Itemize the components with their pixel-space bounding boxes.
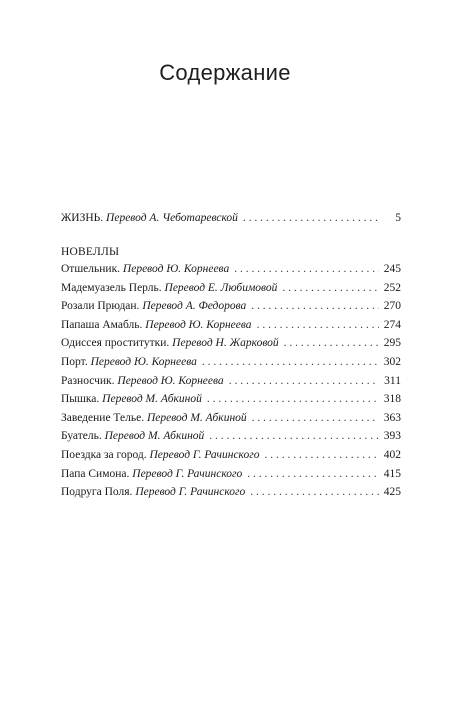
entry-page-number: 274 (383, 318, 401, 331)
entry-title: Поездка за город. (61, 448, 147, 461)
entry-title: Заведение Телье. (61, 411, 145, 424)
entry-title: Мадемуазель Перль. (61, 281, 162, 294)
dot-leader (264, 446, 379, 465)
entry-title: ЖИЗНЬ. (61, 212, 104, 224)
toc-list (61, 260, 401, 502)
entry-translator: Перевод Г. Рачинского (132, 467, 243, 480)
entry-translator: Перевод Ю. Корнеева (117, 374, 224, 387)
dot-leader (207, 390, 379, 409)
toc-row (61, 316, 401, 335)
entry-translator: Перевод А. Федорова (142, 300, 247, 313)
page-title: Содержание (159, 60, 291, 85)
entry-page-number: 393 (383, 430, 401, 443)
entry-translator: Перевод М. Абкиной (146, 411, 247, 424)
entry-title: Одиссея проститутки. (61, 337, 170, 350)
toc-row (61, 372, 401, 391)
dot-leader (250, 483, 379, 502)
toc-row (61, 279, 401, 298)
entry-translator: Перевод Г. Рачинского (135, 486, 246, 499)
entry-translator: Перевод Г. Рачинского (149, 448, 260, 461)
toc-row (61, 297, 401, 316)
entry-title: Розали Прюдан. (61, 300, 140, 313)
entry-page-number: 415 (383, 467, 401, 480)
entry-translator: Перевод Н. Жарковой (172, 337, 279, 350)
section-heading: НОВЕЛЛЫ (61, 246, 120, 258)
entry-title: Пышка. (61, 393, 100, 406)
entry-translator: Перевод А. Чеботаревской (106, 212, 238, 224)
entry-page-number: 245 (383, 263, 401, 275)
entry-page-number: 311 (384, 374, 401, 387)
entry-title: Папа Симона. (61, 467, 130, 480)
toc-row (61, 353, 401, 372)
entry-page-number: 318 (383, 393, 401, 406)
entry-title: Отшельник. (61, 263, 121, 275)
entry-page-number: 295 (383, 337, 401, 350)
dot-leader (202, 353, 379, 372)
entry-title: Порт. (61, 355, 88, 368)
toc-first-entry (61, 209, 401, 228)
toc-row (61, 483, 401, 502)
dot-leader (243, 209, 379, 228)
entry-translator: Перевод Ю. Корнеева (145, 318, 252, 331)
entry-page-number: 5 (395, 212, 401, 224)
dot-leader (209, 427, 379, 446)
dot-leader (284, 334, 379, 353)
entry-translator: Перевод М. Абкиной (102, 393, 202, 406)
dot-leader (257, 316, 379, 335)
entry-translator: Перевод Е. Любимовой (164, 281, 278, 294)
toc-row (61, 209, 401, 228)
entry-title: Подруга Поля. (61, 486, 133, 499)
toc-row (61, 465, 401, 484)
entry-page-number: 363 (383, 411, 401, 424)
entry-page-number: 270 (383, 300, 401, 313)
entry-translator: Перевод М. Абкиной (104, 430, 205, 443)
toc-row (61, 260, 401, 279)
entry-page-number: 302 (383, 355, 401, 368)
dot-leader (229, 372, 379, 391)
toc-row (61, 334, 401, 353)
entry-translator: Перевод Ю. Корнеева (90, 355, 197, 368)
dot-leader (234, 260, 379, 279)
dot-leader (251, 297, 379, 316)
entry-title: Папаша Амабль. (61, 318, 143, 331)
entry-page-number: 425 (383, 486, 401, 499)
entry-title: Буатель. (61, 430, 102, 443)
toc-row (61, 390, 401, 409)
dot-leader (247, 465, 379, 484)
dot-leader (282, 279, 379, 298)
entry-page-number: 402 (383, 448, 401, 461)
entry-title: Разносчик. (61, 374, 115, 387)
entry-translator: Перевод Ю. Корнеева (122, 263, 230, 275)
toc-row (61, 446, 401, 465)
entry-page-number: 252 (383, 281, 401, 294)
toc-row (61, 427, 401, 446)
dot-leader (252, 409, 379, 428)
toc-row (61, 409, 401, 428)
